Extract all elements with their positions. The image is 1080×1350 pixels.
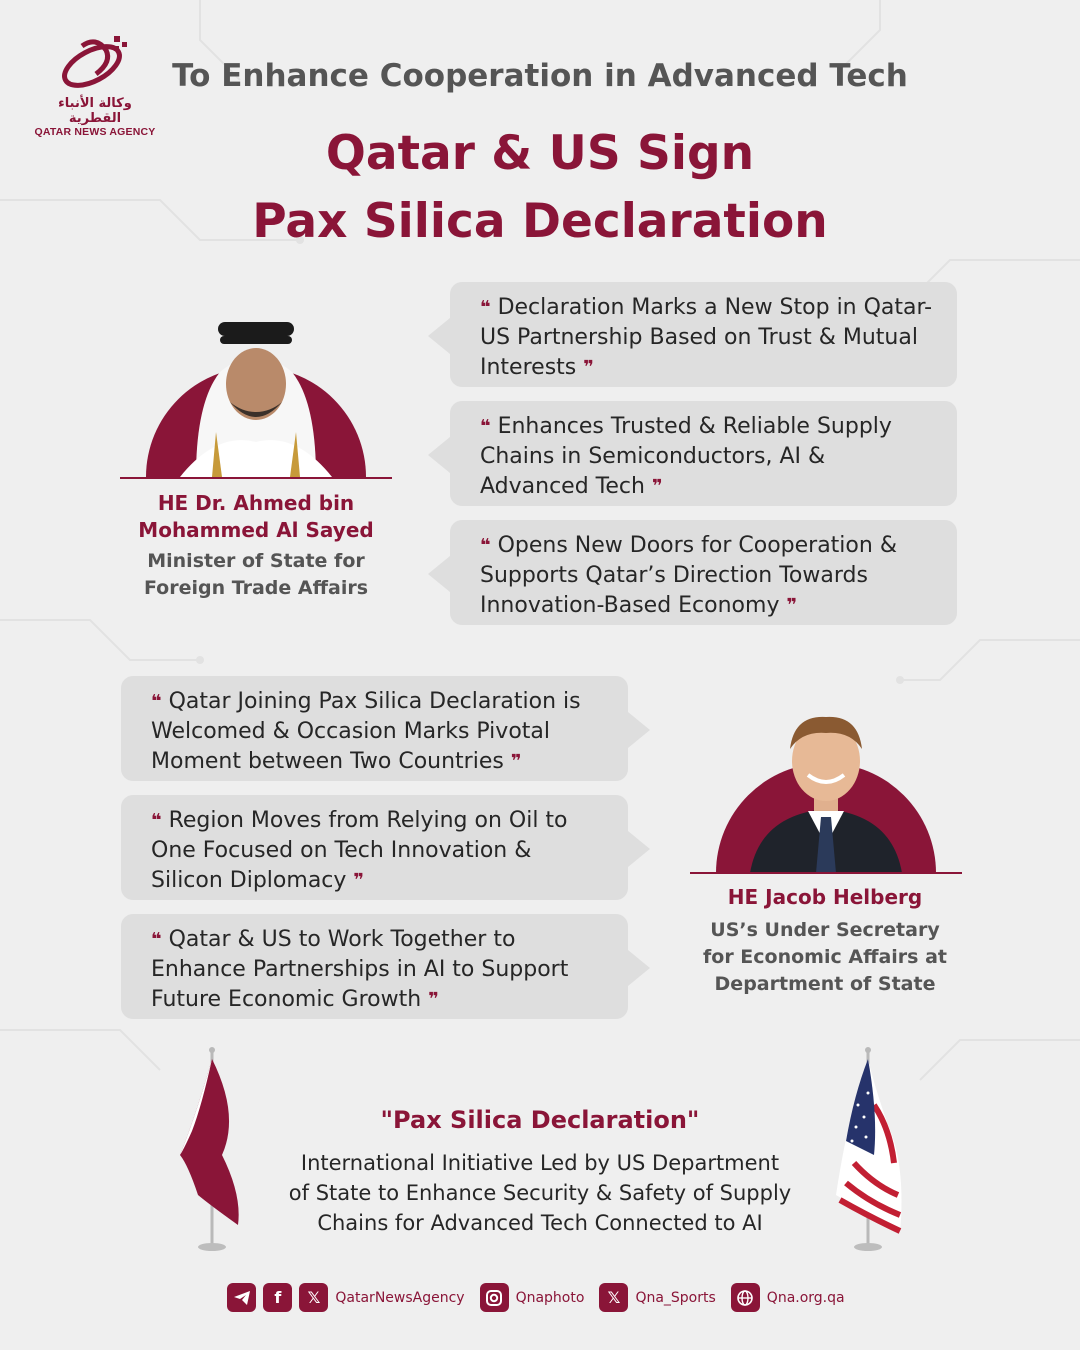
speaker1-name-line-2: Mohammed Al Sayed [138, 518, 374, 542]
social-handle-website[interactable]: Qna.org.qa [766, 1289, 845, 1306]
open-quote-icon: ❝ [480, 535, 491, 556]
open-quote-icon: ❝ [151, 810, 162, 831]
close-quote-icon: ❞ [428, 989, 439, 1010]
globe-icon[interactable] [731, 1283, 760, 1312]
close-quote-icon: ❞ [353, 870, 364, 891]
open-quote-icon: ❝ [151, 929, 162, 950]
telegram-icon[interactable] [227, 1283, 256, 1312]
x-icon[interactable]: 𝕏 [599, 1283, 628, 1312]
facebook-icon[interactable]: f [263, 1283, 292, 1312]
qatar-flag-icon [170, 1045, 260, 1255]
speaker1-quote-1 [450, 282, 957, 387]
speaker1-role-line-1: Minister of State for [147, 550, 365, 572]
social-handle-qna-sports[interactable]: Qna_Sports [635, 1289, 716, 1306]
speaker2-quote-2 [121, 795, 628, 900]
quote-text: Qatar Joining Pax Silica Declaration is Welcomed & Occasion Marks Pivotal Moment between Two Countries [151, 689, 581, 774]
brand-arabic-name: وكالة الأنباء القطرية [58, 96, 132, 126]
declaration-line-3: Chains for Advanced Tech Connected to AI [317, 1211, 763, 1235]
speaker2-portrait [690, 705, 962, 875]
speaker1-role [110, 548, 402, 602]
brand-english-name: QATAR NEWS AGENCY [34, 126, 156, 138]
speaker2-name: HE Jacob Helberg [727, 885, 923, 909]
close-quote-icon: ❞ [786, 595, 798, 616]
quote-text: Region Moves from Relying on Oil to One Focused on Tech Innovation & Silicon Diplomacy [151, 808, 568, 893]
quote-text: Opens New Doors for Cooperation & Supports Qatar’s Direction Towards Innovation-Based Economy [480, 533, 897, 618]
quote-text: Declaration Marks a New Stop in Qatar-US Partnership Based on Trust & Mutual Interests [480, 295, 933, 380]
speaker1-portrait [120, 312, 392, 482]
quote-text: Qatar & US to Work Together to Enhance Partnerships in AI to Support Future Economic Growth [151, 927, 569, 1012]
open-quote-icon: ❝ [480, 416, 491, 437]
speaker2-role [690, 917, 960, 998]
close-quote-icon: ❞ [583, 357, 594, 378]
page-title [0, 120, 1080, 256]
speaker2-quote-3 [121, 914, 628, 1019]
close-quote-icon: ❞ [510, 751, 522, 772]
speaker2-role-line-2: for Economic Affairs at [703, 946, 947, 968]
title-line-1: Qatar & US Sign [325, 126, 755, 181]
us-flag-icon [830, 1045, 910, 1255]
title-line-2: Pax Silica Declaration [252, 194, 828, 249]
speaker2-role-line-3: Department of State [714, 973, 936, 995]
speaker1-name-line-1: HE Dr. Ahmed bin [157, 491, 355, 515]
x-icon[interactable]: 𝕏 [299, 1283, 328, 1312]
social-handle-qatarnewsagency[interactable]: QatarNewsAgency [335, 1289, 465, 1306]
instagram-icon[interactable] [480, 1283, 509, 1312]
social-handle-qnaphoto[interactable]: Qnaphoto [515, 1289, 585, 1306]
speaker2-role-line-1: US’s Under Secretary [710, 919, 940, 941]
declaration-line-2: of State to Enhance Security & Safety of Supply [288, 1181, 792, 1205]
declaration-title: "Pax Silica Declaration" [380, 1106, 700, 1134]
open-quote-icon: ❝ [151, 691, 162, 712]
social-footer [0, 1283, 1080, 1312]
quote-text: Enhances Trusted & Reliable Supply Chains in Semiconductors, AI & Advanced Tech [480, 414, 892, 499]
declaration-line-1: International Initiative Led by US Department [300, 1151, 780, 1175]
open-quote-icon: ❝ [480, 297, 491, 318]
speaker1-quote-2 [450, 401, 957, 506]
speaker1-name [110, 490, 402, 544]
header-kicker: To Enhance Cooperation in Advanced Tech [172, 58, 908, 94]
speaker1-role-line-2: Foreign Trade Affairs [143, 577, 369, 599]
close-quote-icon: ❞ [651, 476, 663, 497]
speaker2-quote-1 [121, 676, 628, 781]
speaker1-quote-3 [450, 520, 957, 625]
declaration-description [270, 1148, 810, 1238]
